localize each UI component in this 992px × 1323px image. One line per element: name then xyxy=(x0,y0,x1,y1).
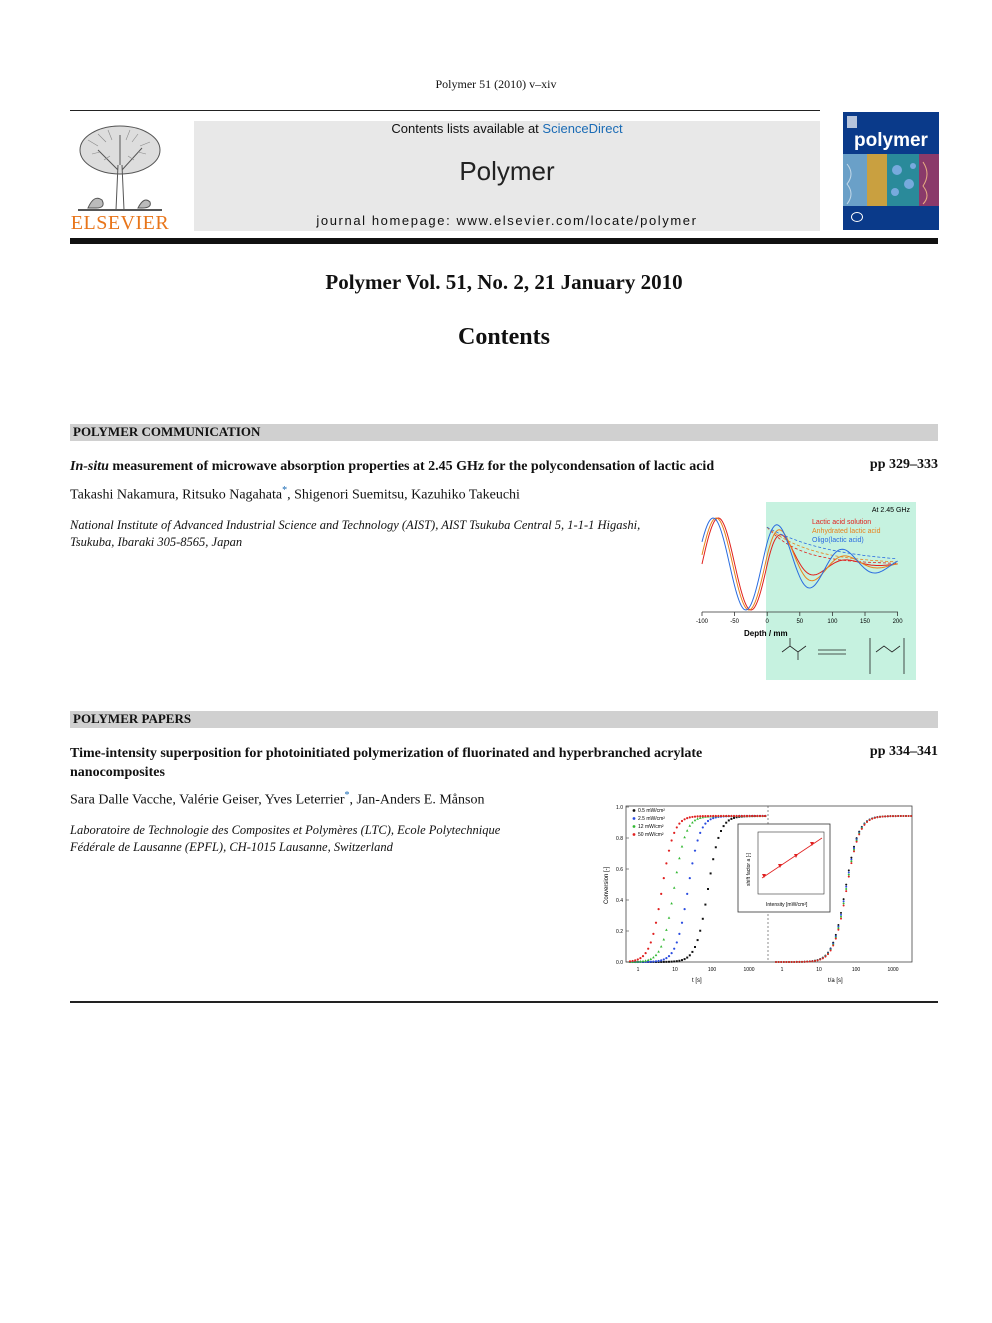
y-tick-label: 1.0 xyxy=(616,805,623,811)
data-point xyxy=(730,818,732,820)
data-point xyxy=(850,860,852,862)
data-point xyxy=(871,818,873,820)
data-point xyxy=(665,862,667,864)
legend-marker xyxy=(633,809,636,812)
data-point xyxy=(778,961,780,963)
article-authors xyxy=(70,485,520,504)
article-title-line: nanocomposites xyxy=(70,765,165,780)
data-point xyxy=(673,886,676,888)
data-point xyxy=(848,874,850,876)
data-point xyxy=(652,960,654,962)
data-point xyxy=(668,961,670,963)
article-title[interactable] xyxy=(70,744,850,782)
data-point xyxy=(697,839,699,841)
data-point xyxy=(634,959,636,961)
data-point xyxy=(725,822,727,824)
data-point xyxy=(850,857,852,859)
data-point xyxy=(686,893,688,895)
data-point xyxy=(717,815,719,817)
data-point xyxy=(671,961,673,963)
data-point xyxy=(733,815,735,817)
x-tick-label: 50 xyxy=(796,619,804,625)
data-point xyxy=(694,850,696,852)
data-point xyxy=(889,815,891,817)
data-point xyxy=(686,817,688,819)
article-title-italic: In-situ xyxy=(70,459,109,474)
data-point xyxy=(702,826,704,828)
cover-emblem xyxy=(851,212,863,222)
authors-list-b: , Jan-Anders E. Månson xyxy=(349,792,485,808)
y-tick-label: 0.4 xyxy=(616,898,623,904)
data-point xyxy=(840,912,842,914)
x-tick-label: 100 xyxy=(827,619,838,625)
affiliation-line: National Institute of Advanced Industrial Science and Technology (AIST), AIST Tsukuba Central 5, 1-1-1 Higashi, xyxy=(70,518,641,532)
data-point xyxy=(892,815,894,817)
data-point xyxy=(902,815,904,817)
data-point xyxy=(683,836,686,838)
data-point xyxy=(861,828,863,830)
x-tick-label: 0 xyxy=(765,619,769,625)
contents-lists-text: Contents lists available at xyxy=(391,121,543,136)
legend-marker xyxy=(633,825,636,828)
data-point xyxy=(712,815,714,817)
data-point xyxy=(733,817,735,819)
x-tick-label: -50 xyxy=(730,619,739,625)
section-label: POLYMER COMMUNICATION xyxy=(73,424,261,439)
data-point xyxy=(850,858,852,860)
data-point xyxy=(822,957,824,959)
data-point xyxy=(707,815,709,817)
data-point xyxy=(676,871,679,873)
graphical-abstract-conversion xyxy=(600,800,918,986)
affiliation-line: Laboratoire de Technologie des Composites et Polymères (LTC), Ecole Polytechnique xyxy=(70,823,501,837)
data-point xyxy=(681,959,683,961)
data-point xyxy=(905,815,907,817)
data-point xyxy=(676,941,678,943)
data-point xyxy=(678,823,680,825)
data-point xyxy=(697,939,699,941)
data-point xyxy=(840,914,842,916)
legend-label: Lactic acid solution xyxy=(812,519,872,526)
article-title[interactable] xyxy=(70,457,840,476)
data-point xyxy=(837,929,839,931)
data-point xyxy=(848,876,850,878)
data-point xyxy=(665,961,667,963)
data-point xyxy=(830,950,832,952)
x-tick-label: 200 xyxy=(892,619,903,625)
data-point xyxy=(684,958,686,960)
data-point xyxy=(658,960,660,962)
data-point xyxy=(730,815,732,817)
data-point xyxy=(728,819,730,821)
data-point xyxy=(694,946,696,948)
sciencedirect-link[interactable]: ScienceDirect xyxy=(542,121,623,136)
y-tick-label: 0.2 xyxy=(616,929,623,935)
data-point xyxy=(811,960,813,962)
data-point xyxy=(676,960,678,962)
data-point xyxy=(785,961,787,963)
data-point xyxy=(673,948,675,950)
data-point xyxy=(827,953,829,955)
data-point xyxy=(715,815,717,817)
data-point xyxy=(728,815,730,817)
data-point xyxy=(900,815,902,817)
data-point xyxy=(845,884,847,886)
x-tick-label: 1 xyxy=(636,967,640,973)
data-point xyxy=(843,898,845,900)
data-point xyxy=(689,877,691,879)
frequency-label: At 2.45 GHz xyxy=(871,507,910,514)
data-point xyxy=(673,960,675,962)
x-tick-label: 1000 xyxy=(887,967,899,973)
data-point xyxy=(702,918,704,920)
legend-label: 0.5 mW/cm² xyxy=(638,808,665,814)
data-point xyxy=(691,951,693,953)
corresponding-author-star[interactable]: * xyxy=(344,790,350,801)
data-point xyxy=(632,960,634,962)
data-point xyxy=(791,961,793,963)
data-point xyxy=(866,821,868,823)
x-tick-label: 150 xyxy=(859,619,871,625)
data-point xyxy=(856,841,858,843)
legend-label: 50 mW/cm² xyxy=(638,832,664,838)
data-point xyxy=(699,930,701,932)
data-point xyxy=(720,830,722,832)
data-point xyxy=(647,948,649,950)
data-point xyxy=(796,961,798,963)
graphical-abstract-microwave xyxy=(694,502,916,680)
contents-heading: Contents xyxy=(457,324,550,350)
header-rule xyxy=(70,110,820,111)
data-point xyxy=(897,815,899,817)
data-point xyxy=(668,916,671,918)
data-point xyxy=(678,933,680,935)
data-point xyxy=(699,832,701,834)
data-point xyxy=(882,816,884,818)
article-affiliation xyxy=(70,517,670,551)
data-point xyxy=(670,902,673,904)
data-point xyxy=(717,837,719,839)
y-tick-label: 0.6 xyxy=(616,867,623,873)
data-point xyxy=(707,888,709,890)
article-title-text: measurement of microwave absorption properties at 2.45 GHz for the polycondensation of lactic acid xyxy=(108,459,715,474)
data-point xyxy=(650,941,652,943)
data-point xyxy=(657,950,660,952)
data-point xyxy=(751,815,753,817)
inset-y-label: shift factor a [-] xyxy=(746,852,752,886)
affiliation-line: Fédérale de Lausanne (EPFL), CH-1015 Lausanne, Switzerland xyxy=(70,840,393,854)
article-affiliation xyxy=(70,822,590,856)
x-tick-label: 100 xyxy=(707,967,717,973)
data-point xyxy=(840,918,842,920)
data-point xyxy=(879,816,881,818)
data-point xyxy=(681,922,683,924)
data-point xyxy=(775,961,777,963)
data-point xyxy=(678,960,680,962)
data-point xyxy=(665,957,667,959)
corresponding-author-star[interactable]: * xyxy=(282,485,288,496)
data-point xyxy=(798,961,800,963)
data-point xyxy=(723,825,725,827)
data-point xyxy=(691,821,694,823)
data-point xyxy=(665,929,668,931)
x-axis-label: t/a [s] xyxy=(828,978,843,984)
data-point xyxy=(660,945,663,947)
data-point xyxy=(712,858,714,860)
data-point xyxy=(655,960,657,962)
data-point xyxy=(848,869,850,871)
data-point xyxy=(663,961,665,963)
data-point xyxy=(702,815,704,817)
y-tick-label: 0.8 xyxy=(616,836,623,842)
data-point xyxy=(780,961,782,963)
data-point xyxy=(824,956,826,958)
x-tick-label: -100 xyxy=(695,619,709,625)
data-point xyxy=(668,955,670,957)
data-point xyxy=(845,886,847,888)
data-point xyxy=(704,815,706,817)
data-point xyxy=(723,815,725,817)
data-point xyxy=(908,815,910,817)
data-point xyxy=(689,824,692,826)
data-point xyxy=(843,900,845,902)
data-point xyxy=(629,960,631,962)
data-point xyxy=(712,817,714,819)
legend-label: Anhydrated lactic acid xyxy=(812,528,881,535)
data-point xyxy=(710,872,712,874)
cover-badge xyxy=(847,116,857,128)
affiliation-line: Tsukuba, Ibaraki 305-8565, Japan xyxy=(70,535,243,549)
data-point xyxy=(673,832,675,834)
data-point xyxy=(884,815,886,817)
data-point xyxy=(710,815,712,817)
data-point xyxy=(858,833,860,835)
data-point xyxy=(658,908,660,910)
data-point xyxy=(754,815,756,817)
data-point xyxy=(704,823,706,825)
data-point xyxy=(762,815,764,817)
data-point xyxy=(804,961,806,963)
data-point xyxy=(887,815,889,817)
data-point xyxy=(691,816,693,818)
data-point xyxy=(869,819,871,821)
legend-label: 12 mW/cm² xyxy=(638,824,664,830)
journal-homepage[interactable]: journal homepage: www.elsevier.com/locate/polymer xyxy=(316,213,698,228)
section-bar-papers xyxy=(70,711,938,728)
data-point xyxy=(793,961,795,963)
data-point xyxy=(644,959,647,961)
data-point xyxy=(850,862,852,864)
section-label: POLYMER PAPERS xyxy=(73,711,192,726)
data-point xyxy=(697,815,699,817)
data-point xyxy=(637,958,639,960)
article-authors xyxy=(70,790,484,809)
data-point xyxy=(845,890,847,892)
data-point xyxy=(910,815,912,817)
data-point xyxy=(689,816,691,818)
data-point xyxy=(642,955,644,957)
data-point xyxy=(671,839,673,841)
data-point xyxy=(756,815,758,817)
data-point xyxy=(843,902,845,904)
data-point xyxy=(655,954,658,956)
inset-x-label: Intensity [mW/cm²] xyxy=(766,902,808,908)
data-point xyxy=(707,820,709,822)
data-point xyxy=(725,815,727,817)
data-point xyxy=(639,957,641,959)
data-point xyxy=(676,826,678,828)
authors-list-a: Takashi Nakamura, Ritsuko Nagahata xyxy=(70,487,283,503)
data-point xyxy=(801,961,803,963)
data-point xyxy=(681,845,684,847)
data-point xyxy=(738,815,740,817)
data-point xyxy=(650,958,653,960)
x-tick-label: 1 xyxy=(780,967,784,973)
data-point xyxy=(699,815,701,817)
authors-list-a: Sara Dalle Vacche, Valérie Geiser, Yves Leterrier xyxy=(70,792,345,808)
x-tick-label: 100 xyxy=(851,967,861,973)
data-point xyxy=(817,959,819,961)
article-pages: pp 329–333 xyxy=(869,457,938,472)
data-point xyxy=(840,916,842,918)
data-point xyxy=(650,961,652,963)
y-axis-label: Conversion [-] xyxy=(604,866,610,904)
data-point xyxy=(843,904,845,906)
data-point xyxy=(819,959,821,961)
article-pages: pp 334–341 xyxy=(869,744,938,759)
contents-availability xyxy=(194,121,820,136)
data-point xyxy=(642,960,645,962)
data-point xyxy=(652,933,654,935)
data-point xyxy=(663,938,666,940)
article-title-line: Time-intensity superposition for photoinitiated polymerization of fluorinated and hyperbranched acrylate xyxy=(70,746,703,761)
x-tick-label: 10 xyxy=(672,967,678,973)
data-point xyxy=(764,815,766,817)
publisher-wordmark: ELSEVIER xyxy=(70,212,170,234)
data-point xyxy=(710,818,712,820)
issue-title: Polymer Vol. 51, No. 2, 21 January 2010 xyxy=(325,270,683,294)
data-point xyxy=(788,961,790,963)
legend-label: Oligo(lactic acid) xyxy=(812,537,864,544)
footer-rule xyxy=(70,1001,938,1003)
data-point xyxy=(809,960,811,962)
data-point xyxy=(660,959,662,961)
data-point xyxy=(749,815,751,817)
journal-cover xyxy=(843,112,939,230)
data-point xyxy=(691,862,693,864)
data-point xyxy=(647,959,650,961)
legend-label: 2.5 mW/cm² xyxy=(638,816,665,822)
data-point xyxy=(876,816,878,818)
data-point xyxy=(663,958,665,960)
data-point xyxy=(783,961,785,963)
data-point xyxy=(853,850,855,852)
data-point xyxy=(835,938,837,940)
data-point xyxy=(660,893,662,895)
data-point xyxy=(645,952,647,954)
data-point xyxy=(652,956,655,958)
data-point xyxy=(694,815,696,817)
x-axis-label: t [s] xyxy=(692,978,702,984)
x-tick-label: 1000 xyxy=(743,967,755,973)
y-tick-label: 0.0 xyxy=(616,960,623,966)
data-point xyxy=(845,888,847,890)
data-point xyxy=(696,817,699,819)
data-point xyxy=(759,815,761,817)
cover-artwork xyxy=(843,154,939,206)
legend-marker xyxy=(633,833,636,836)
data-point xyxy=(715,846,717,848)
data-point xyxy=(848,871,850,873)
data-point xyxy=(720,815,722,817)
x-axis-label: Depth / mm xyxy=(744,629,788,638)
data-point xyxy=(746,815,748,817)
data-point xyxy=(663,877,665,879)
data-point xyxy=(863,824,865,826)
data-point xyxy=(895,815,897,817)
cover-title: polymer xyxy=(854,130,928,151)
data-point xyxy=(694,819,697,821)
data-point xyxy=(686,957,688,959)
data-point xyxy=(704,904,706,906)
data-point xyxy=(743,815,745,817)
data-point xyxy=(806,961,808,963)
data-point xyxy=(686,829,689,831)
data-point xyxy=(655,922,657,924)
data-point xyxy=(684,908,686,910)
running-head: Polymer 51 (2010) v–xiv xyxy=(435,77,557,91)
masthead-rule xyxy=(70,238,938,244)
x-tick-label: 10 xyxy=(816,967,822,973)
authors-list-b: , Shigenori Suemitsu, Kazuhiko Takeuchi xyxy=(287,487,520,503)
data-point xyxy=(814,960,816,962)
journal-name: Polymer xyxy=(459,156,555,186)
data-point xyxy=(678,857,681,859)
data-point xyxy=(668,850,670,852)
data-point xyxy=(741,815,743,817)
data-point xyxy=(681,820,683,822)
data-point xyxy=(689,954,691,956)
data-point xyxy=(832,944,834,946)
data-point xyxy=(671,952,673,954)
data-point xyxy=(736,815,738,817)
data-point xyxy=(874,817,876,819)
data-point xyxy=(684,818,686,820)
legend-marker xyxy=(633,817,636,820)
